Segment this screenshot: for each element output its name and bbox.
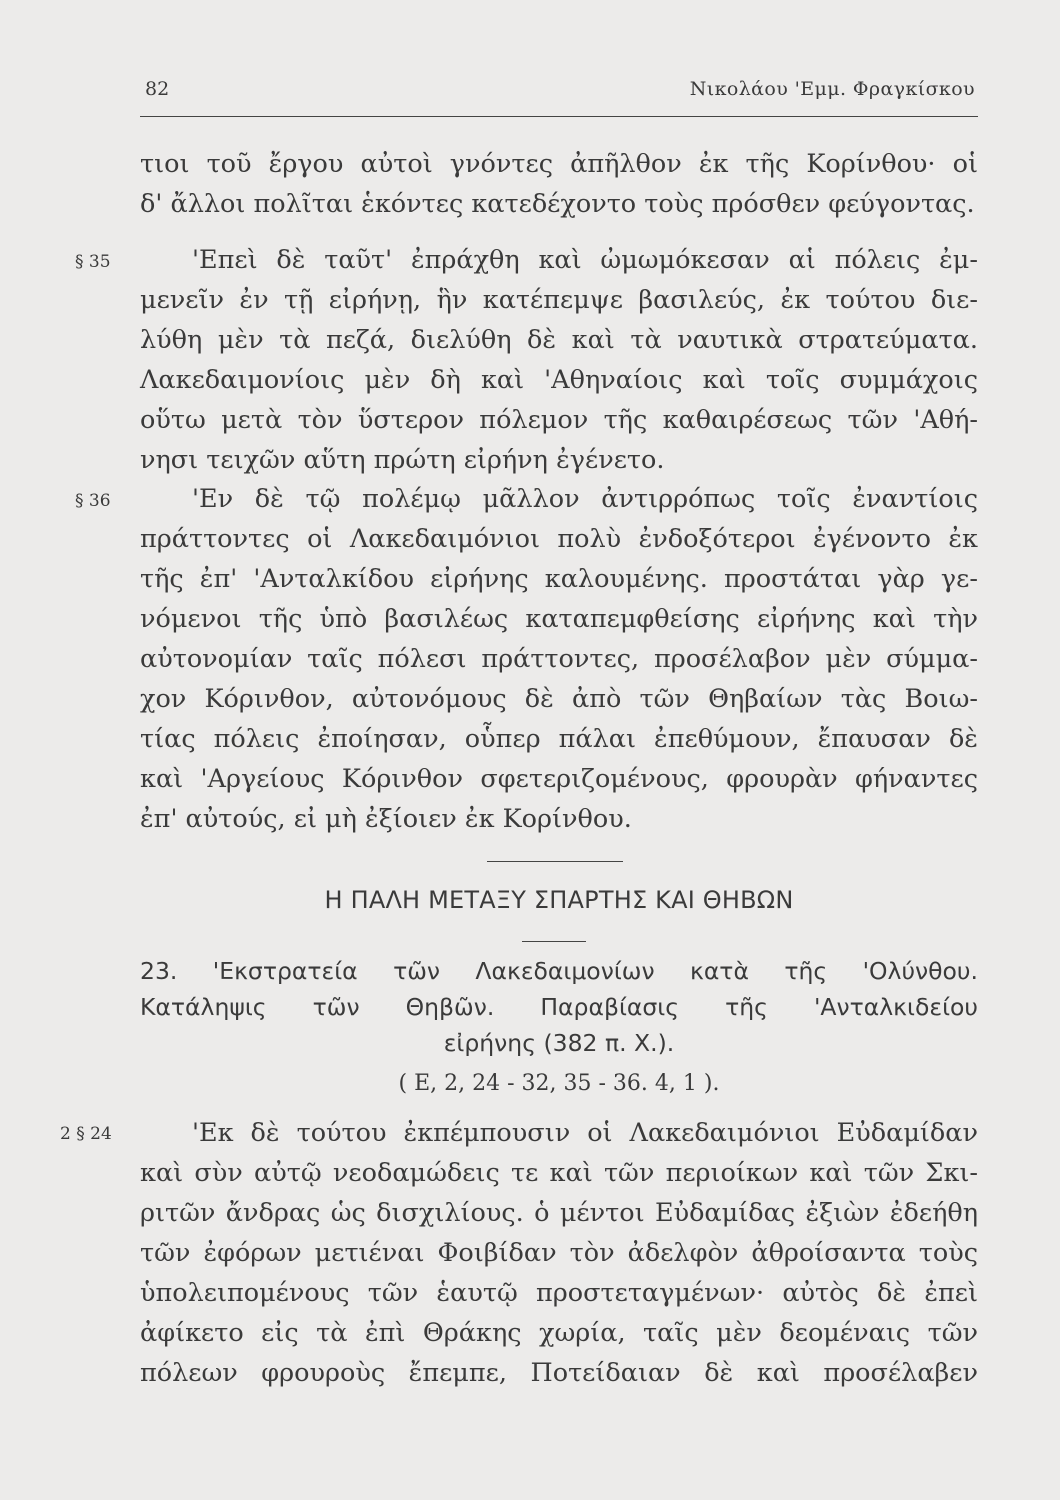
text-line: ἐπ' αὐτούς, εἰ μὴ ἐξίοιεν ἐκ Κορίνθου. (140, 804, 632, 834)
text-line: 'Εν δὲ τῷ πολέμῳ μᾶλλον ἀντιρρόπως τοῖς ἐναντίοις (192, 484, 978, 514)
text-line: ὑπολειπομένους τῶν ἑαυτῷ προστεταγμένων· αὐτὸς δὲ ἐπεὶ (140, 1278, 978, 1308)
running-head: Νικολάου 'Εμμ. Φραγκίσκου (689, 78, 975, 100)
text-line: νησι τειχῶν αὕτη πρώτη εἰρήνη ἐγένετο. (140, 445, 665, 475)
text-line: δ' ἄλλοι πολῖται ἑκόντες κατεδέχοντο τοὺς πρόσθεν φεύγοντας. (140, 189, 975, 219)
section-marker-36: § 36 (75, 491, 111, 511)
source-reference: ( Ε, 2, 24 - 32, 35 - 36. 4, 1 ). (398, 1071, 720, 1096)
text-line: νόμενοι τῆς ὑπὸ βασιλέως καταπεμφθείσης εἰρήνης καὶ τὴν (140, 604, 978, 634)
text-line: καὶ σὺν αὐτῷ νεοδαμώδεις τε καὶ τῶν περιοίκων καὶ τῶν Σκι- (140, 1158, 978, 1188)
text-line: χον Κόρινθον, αὐτονόμους δὲ ἀπὸ τῶν Θηβαίων τὰς Βοιω- (140, 684, 978, 714)
section-rule-bottom (522, 941, 586, 942)
text-line: πόλεων φρουροὺς ἔπεμπε, Ποτείδαιαν δὲ καὶ προσέλαβεν (140, 1358, 978, 1388)
page-number: 82 (145, 78, 170, 100)
text-line: καὶ 'Αργείους Κόρινθον σφετεριζομένους, φρουρὰν φήναντες (140, 764, 978, 794)
header-rule (140, 116, 978, 117)
text-line: μενεῖν ἐν τῇ εἰρήνῃ, ἣν κατέπεμψε βασιλεύς, ἐκ τούτου διε- (140, 285, 978, 315)
text-line: τίας πόλεις ἐποίησαν, οὗπερ πάλαι ἐπεθύμουν, ἔπαυσαν δὲ (140, 724, 978, 754)
text-line: Λακεδαιμονίοις μὲν δὴ καὶ 'Αθηναίοις καὶ τοῖς συμμάχοις (140, 365, 978, 395)
section-heading: Η ΠΑΛΗ ΜΕΤΑΞΥ ΣΠΑΡΤΗΣ ΚΑΙ ΘΗΒΩΝ (324, 886, 794, 914)
chapter-title-line: Κατάληψις τῶν Θηβῶν. Παραβίασις τῆς 'Ανταλκιδείου (140, 993, 978, 1021)
text-line: αὐτονομίαν ταῖς πόλεσι πράττοντες, προσέλαβον μὲν σύμμα- (140, 644, 978, 674)
text-line: 'Επεὶ δὲ ταῦτ' ἐπράχθη καὶ ὠμωμόκεσαν αἱ πόλεις ἐμ- (192, 245, 978, 275)
text-line: τιοι τοῦ ἔργου αὐτοὶ γνόντες ἀπῆλθον ἐκ τῆς Κορίνθου· οἱ (140, 149, 978, 179)
chapter-title-line: 23. 'Εκστρατεία τῶν Λακεδαιμονίων κατὰ τῆς 'Ολύνθου. (140, 957, 978, 985)
text-line: τῶν ἐφόρων μετιέναι Φοιβίδαν τὸν ἀδελφὸν ἀθροίσαντα τοὺς (140, 1238, 978, 1268)
text-line: οὕτω μετὰ τὸν ὕστερον πόλεμον τῆς καθαιρέσεως τῶν 'Αθή- (140, 405, 978, 435)
section-marker-35: § 35 (75, 252, 111, 272)
text-line: πράττοντες οἱ Λακεδαιμόνιοι πολὺ ἐνδοξότεροι ἐγένοντο ἐκ (140, 524, 978, 554)
text-line: 'Εκ δὲ τούτου ἐκπέμπουσιν οἱ Λακεδαιμόνιοι Εὐδαμίδαν (192, 1118, 978, 1148)
text-line: ἀφίκετο εἰς τὰ ἐπὶ Θράκης χωρία, ταῖς μὲν δεομέναις τῶν (140, 1318, 978, 1348)
chapter-title-line: εἰρήνης (382 π. Χ.). (443, 1029, 675, 1057)
text-line: λύθη μὲν τὰ πεζά, διελύθη δὲ καὶ τὰ ναυτικὰ στρατεύματα. (140, 325, 978, 355)
section-rule-top (487, 861, 623, 862)
section-marker-24: 2 § 24 (60, 1124, 112, 1144)
text-line: ριτῶν ἄνδρας ὡς δισχιλίους. ὁ μέντοι Εὐδαμίδας ἐξιὼν ἐδεήθη (140, 1198, 978, 1228)
text-line: τῆς ἐπ' 'Ανταλκίδου εἰρήνης καλουμένης. προστάται γὰρ γε- (140, 564, 978, 594)
page-header (145, 78, 975, 104)
